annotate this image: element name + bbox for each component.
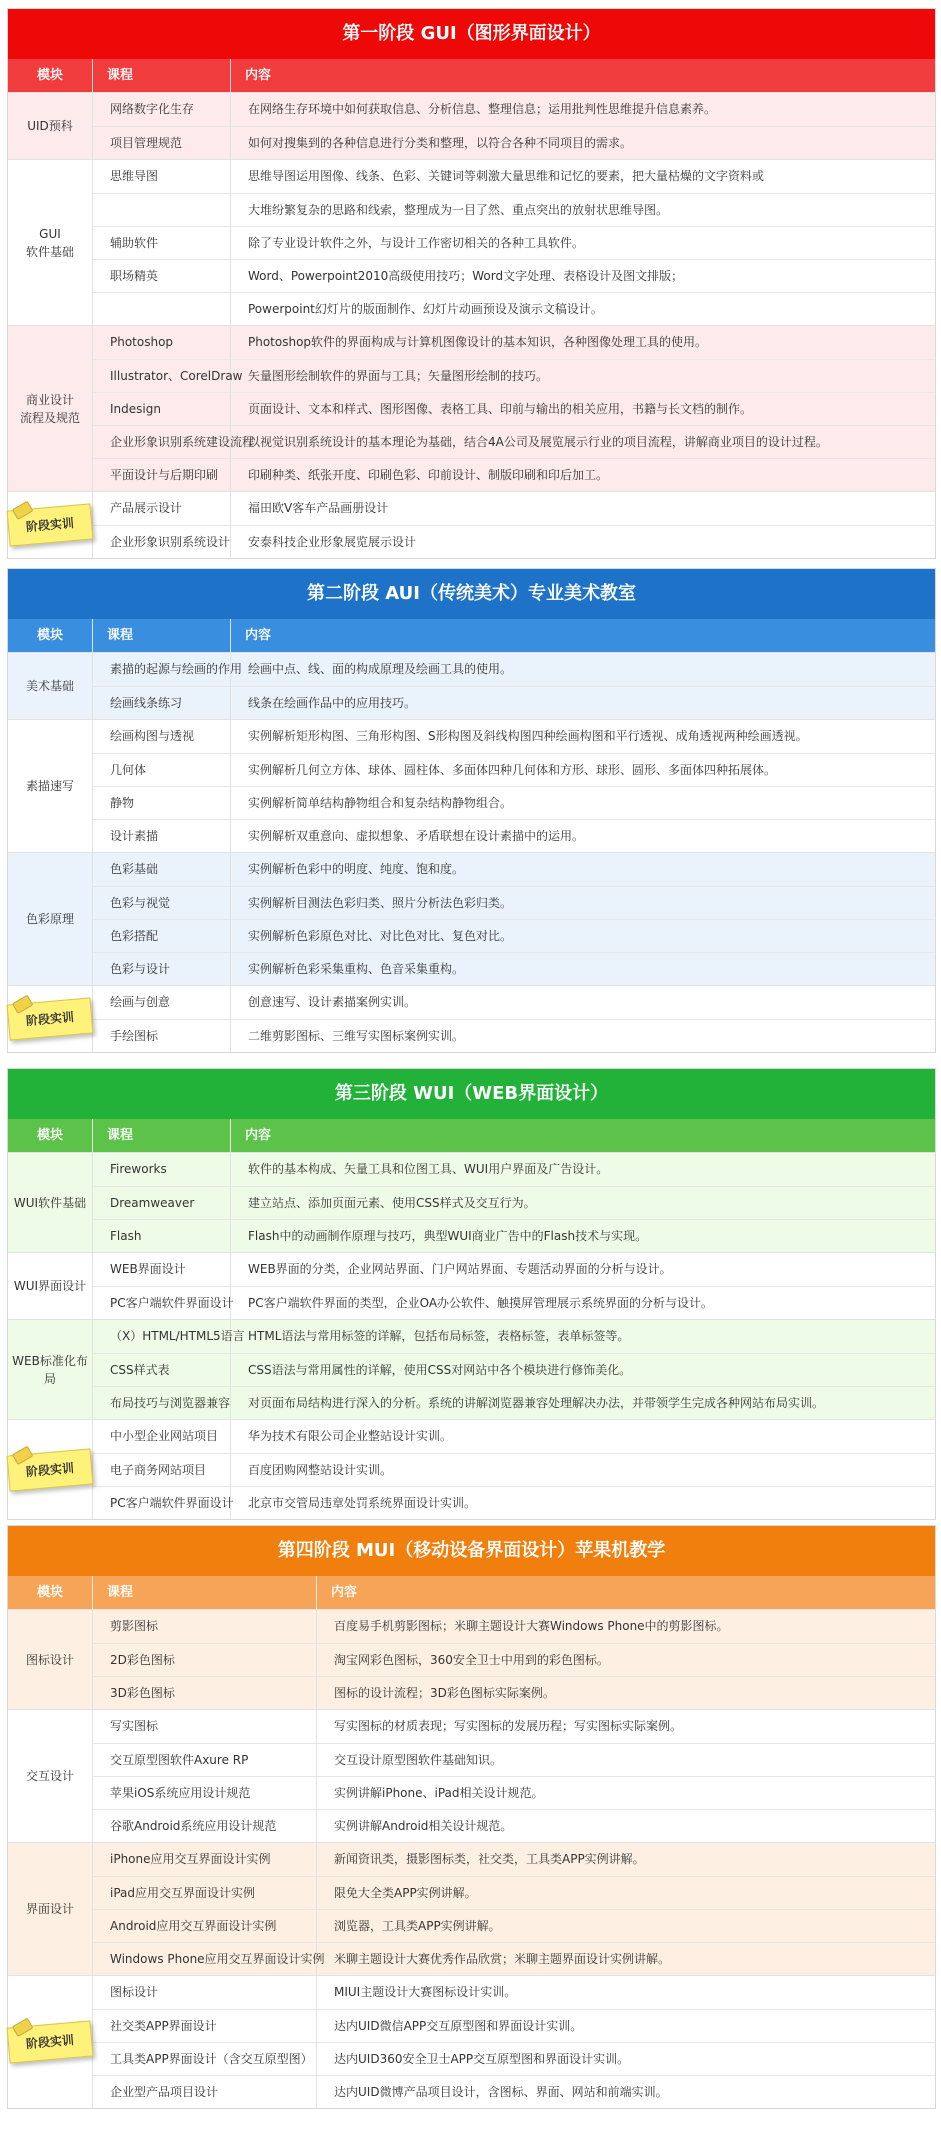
table-row xyxy=(93,653,935,686)
content-cell: 交互设计原型图软件基础知识。 xyxy=(334,1753,503,1767)
course-rows xyxy=(93,1610,935,1709)
module-group xyxy=(8,325,935,491)
course-rows xyxy=(93,986,935,1052)
table-row xyxy=(93,786,935,819)
content-cell: 实例解析目测法色彩归类、照片分析法色彩归类。 xyxy=(248,896,513,910)
course-rows xyxy=(93,1253,935,1319)
course-cell: Flash xyxy=(93,1220,231,1252)
content-cell: 实例讲解Android相关设计规范。 xyxy=(334,1819,513,1833)
content-cell: 实例解析双重意向、虚拟想象、矛盾联想在设计素描中的运用。 xyxy=(248,829,585,843)
header-course: 课程 xyxy=(93,1119,231,1152)
table-row xyxy=(93,919,935,952)
stage-practice-label: 阶段实训 xyxy=(25,1009,75,1029)
module-group xyxy=(8,1319,935,1419)
module-group xyxy=(8,1252,935,1319)
module-group xyxy=(8,1152,935,1252)
content-cell: WEB界面的分类，企业网站界面、门户网站界面、专题活动界面的分析与设计。 xyxy=(248,1262,672,1276)
table-row xyxy=(93,1843,935,1876)
content-cell: PC客户端软件界面的类型，企业OA办公软件、触摸屏管理展示系统界面的分析与设计。 xyxy=(248,1296,714,1310)
table-row xyxy=(93,1186,935,1219)
content-cell: 达内UID360安全卫士APP交互原型图和界面设计实训。 xyxy=(334,2052,630,2066)
course-rows xyxy=(93,492,935,558)
stage-title: 第二阶段 AUI（传统美术）专业美术教室 xyxy=(8,569,935,619)
content-cell: 矢量图形绘制软件的界面与工具；矢量图形绘制的技巧。 xyxy=(248,369,549,383)
module-cell: WUI软件基础 xyxy=(8,1153,93,1252)
module-cell: UID预科 xyxy=(8,93,93,159)
table-row xyxy=(93,1453,935,1486)
course-cell: Illustrator、CorelDraw xyxy=(93,360,231,392)
table-row xyxy=(93,1942,935,1975)
table-row xyxy=(93,326,935,359)
table-row xyxy=(93,753,935,786)
stage-practice-label: 阶段实训 xyxy=(25,515,75,535)
content-cell: 二维剪影图标、三维写实图标案例实训。 xyxy=(248,1029,465,1043)
module-group xyxy=(8,1709,935,1842)
course-cell: 绘画构图与透视 xyxy=(93,720,231,753)
content-cell: 如何对搜集到的各种信息进行分类和整理，以符合各种不同项目的需求。 xyxy=(248,136,633,150)
content-cell: Powerpoint幻灯片的版面制作、幻灯片动画预设及演示文稿设计。 xyxy=(248,302,603,316)
course-cell: 平面设计与后期印刷 xyxy=(93,459,231,491)
stage-practice-note xyxy=(7,503,94,546)
table-row xyxy=(93,853,935,886)
stage-practice-note xyxy=(7,997,94,1040)
stage-practice-note xyxy=(7,1448,94,1491)
module-cell: GUI 软件基础 xyxy=(8,160,93,325)
table-row xyxy=(93,1776,935,1809)
table-row xyxy=(93,193,935,226)
content-cell: 实例讲解iPhone、iPad相关设计规范。 xyxy=(334,1786,544,1800)
content-cell: 北京市交管局违章处罚系统界面设计实训。 xyxy=(248,1496,477,1510)
content-cell: 软件的基本构成、矢量工具和位图工具、WUI用户界面及广告设计。 xyxy=(248,1162,609,1176)
table-row xyxy=(93,259,935,292)
course-rows xyxy=(93,720,935,852)
table-row xyxy=(93,1809,935,1842)
module-group xyxy=(8,1419,935,1519)
module-group xyxy=(8,1609,935,1709)
module-cell: 美术基础 xyxy=(8,653,93,719)
content-cell: 淘宝网彩色图标，360安全卫士中用到的彩色图标。 xyxy=(334,1653,609,1667)
header-course: 课程 xyxy=(93,619,231,652)
stage-title: 第三阶段 WUI（WEB界面设计） xyxy=(8,1069,935,1119)
course-cell: PC客户端软件界面设计 xyxy=(93,1287,231,1319)
content-cell: 图标的设计流程；3D彩色图标实际案例。 xyxy=(334,1686,555,1700)
table-row xyxy=(93,392,935,425)
table-header xyxy=(8,1119,935,1152)
module-group xyxy=(8,159,935,325)
table-header xyxy=(8,59,935,92)
table-row xyxy=(93,686,935,719)
content-cell: 实例解析色彩采集重构、色音采集重构。 xyxy=(248,962,465,976)
content-cell: 大堆纷繁复杂的思路和线索，整理成为一目了然、重点突出的放射状思维导图。 xyxy=(248,203,669,217)
content-cell: 达内UID微博产品项目设计，含图标、界面、网站和前端实训。 xyxy=(334,2085,668,2099)
course-cell: 工具类APP界面设计（含交互原型图） xyxy=(93,2043,317,2075)
course-cell: 项目管理规范 xyxy=(93,127,231,159)
module-cell: 图标设计 xyxy=(8,1610,93,1709)
course-cell: Fireworks xyxy=(93,1153,231,1186)
course-rows xyxy=(93,1710,935,1842)
content-cell: 百度易手机剪影图标；米聊主题设计大赛Windows Phone中的剪影图标。 xyxy=(334,1619,729,1633)
course-cell: Android应用交互界面设计实例 xyxy=(93,1910,317,1942)
course-cell: 思维导图 xyxy=(93,160,231,193)
module-cell: WUI界面设计 xyxy=(8,1253,93,1319)
table-row xyxy=(93,720,935,753)
content-cell: 写实图标的材质表现；写实图标的发展历程；写实图标实际案例。 xyxy=(334,1719,683,1733)
course-cell: 企业形象识别系统建设流程 xyxy=(93,426,231,458)
course-cell: 手绘图标 xyxy=(93,1020,231,1052)
course-cell: 素描的起源与绘画的作用 xyxy=(93,653,231,686)
table-row xyxy=(93,160,935,193)
content-cell: 限免大全类APP实例讲解。 xyxy=(334,1886,477,1900)
stage-practice-label: 阶段实训 xyxy=(25,1460,75,1479)
module-group xyxy=(8,1975,935,2108)
course-rows xyxy=(93,1153,935,1252)
content-cell: 达内UID微信APP交互原型图和界面设计实训。 xyxy=(334,2019,583,2033)
module-group xyxy=(8,92,935,159)
content-cell: CSS语法与常用属性的详解，使用CSS对网站中各个模块进行修饰美化。 xyxy=(248,1363,632,1377)
table-row xyxy=(93,2042,935,2075)
course-cell: 写实图标 xyxy=(93,1710,317,1743)
stage-table-3 xyxy=(7,1068,936,1520)
course-cell: 色彩搭配 xyxy=(93,920,231,952)
content-cell: 创意速写、设计素描案例实训。 xyxy=(248,995,417,1009)
stage-table-2 xyxy=(7,568,936,1053)
content-cell: 印刷种类、纸张开度、印刷色彩、印前设计、制版印刷和印后加工。 xyxy=(248,468,609,482)
table-row xyxy=(93,2009,935,2042)
content-cell: 思维导图运用图像、线条、色彩、关键词等刺激大量思维和记忆的要素，把大量枯燥的文字资料或 xyxy=(248,169,765,183)
content-cell: 除了专业设计软件之外，与设计工作密切相关的各种工具软件。 xyxy=(248,236,585,250)
content-cell: 福田欧V客车产品画册设计 xyxy=(248,501,389,515)
course-cell: 色彩与设计 xyxy=(93,953,231,985)
module-cell xyxy=(8,492,93,558)
content-cell: 实例解析色彩原色对比、对比色对比、复色对比。 xyxy=(248,929,513,943)
content-cell: 新闻资讯类，摄影图标类，社交类，工具类APP实例讲解。 xyxy=(334,1852,645,1866)
content-cell: 以视觉识别系统设计的基本理论为基础，结合4A公司及展览展示行业的项目流程，讲解商业项目的设计过程。 xyxy=(248,435,828,449)
stage-practice-note xyxy=(7,2020,94,2063)
course-cell: 产品展示设计 xyxy=(93,492,231,525)
module-cell: 界面设计 xyxy=(8,1843,93,1975)
course-cell: 交互原型图软件Axure RP xyxy=(93,1744,317,1776)
stage-title: 第四阶段 MUI（移动设备界面设计）苹果机教学 xyxy=(8,1526,935,1576)
table-row xyxy=(93,458,935,491)
content-cell: Photoshop软件的界面构成与计算机图像设计的基本知识，各种图像处理工具的使用。 xyxy=(248,335,708,349)
course-cell: 静物 xyxy=(93,787,231,819)
content-cell: 对页面布局结构进行深入的分析。系统的讲解浏览器兼容处理解决办法，并带领学生完成各种网站布局实训。 xyxy=(248,1396,825,1410)
content-cell: Flash中的动画制作原理与技巧，典型WUI商业广告中的Flash技术与实现。 xyxy=(248,1229,648,1243)
header-content: 内容 xyxy=(245,68,272,83)
stage-table-1 xyxy=(7,8,936,559)
course-cell: 企业型产品项目设计 xyxy=(93,2076,317,2108)
stage-table-4 xyxy=(7,1525,936,2109)
course-rows xyxy=(93,160,935,325)
content-cell: Word、Powerpoint2010高级使用技巧；Word文字处理、表格设计及图文排版； xyxy=(248,269,684,283)
table-header xyxy=(8,619,935,652)
header-content: 内容 xyxy=(245,628,272,643)
module-group xyxy=(8,985,935,1052)
module-cell: 商业设计 流程及规范 xyxy=(8,326,93,491)
module-group xyxy=(8,719,935,852)
table-row xyxy=(93,1153,935,1186)
course-cell xyxy=(93,194,231,226)
course-cell: 企业形象识别系统设计 xyxy=(93,526,231,558)
header-module: 模块 xyxy=(8,59,93,92)
course-cell: iPhone应用交互界面设计实例 xyxy=(93,1843,317,1876)
course-cell: 电子商务网站项目 xyxy=(93,1454,231,1486)
course-rows xyxy=(93,853,935,985)
module-cell xyxy=(8,1976,93,2108)
course-rows xyxy=(93,1420,935,1519)
content-cell: 实例解析色彩中的明度、纯度、饱和度。 xyxy=(248,862,465,876)
table-row xyxy=(93,1710,935,1743)
content-cell: 安泰科技企业形象展览展示设计 xyxy=(248,535,417,549)
course-cell: 职场精英 xyxy=(93,260,231,292)
table-row xyxy=(93,1486,935,1519)
course-cell: 3D彩色图标 xyxy=(93,1677,317,1709)
table-row xyxy=(93,1219,935,1252)
course-cell: 绘画线条练习 xyxy=(93,687,231,719)
table-row xyxy=(93,986,935,1019)
course-rows xyxy=(93,1976,935,2108)
course-cell: 苹果iOS系统应用设计规范 xyxy=(93,1777,317,1809)
table-row xyxy=(93,886,935,919)
pushpin-icon xyxy=(12,1445,34,1464)
table-row xyxy=(93,525,935,558)
table-row xyxy=(93,1909,935,1942)
course-cell xyxy=(93,293,231,325)
module-group xyxy=(8,852,935,985)
table-row xyxy=(93,93,935,126)
course-cell: 设计素描 xyxy=(93,820,231,852)
content-cell: 线条在绘画作品中的应用技巧。 xyxy=(248,696,417,710)
module-group xyxy=(8,491,935,558)
content-cell: 百度团购网整站设计实训。 xyxy=(248,1463,393,1477)
course-cell: 2D彩色图标 xyxy=(93,1644,317,1676)
header-course: 课程 xyxy=(93,59,231,92)
content-cell: 华为技术有限公司企业整站设计实训。 xyxy=(248,1429,453,1443)
stage-practice-label: 阶段实训 xyxy=(25,2032,75,2052)
content-cell: 实例解析简单结构静物组合和复杂结构静物组合。 xyxy=(248,796,513,810)
course-cell: 社交类APP界面设计 xyxy=(93,2010,317,2042)
table-row xyxy=(93,1286,935,1319)
content-cell: 建立站点、添加页面元素、使用CSS样式及交互行为。 xyxy=(248,1196,536,1210)
module-cell: WEB标准化布局 xyxy=(8,1320,93,1419)
stage-title: 第一阶段 GUI（图形界面设计） xyxy=(8,9,935,59)
content-cell: 实例解析矩形构图、三角形构图、S形构图及斜线构图四种绘画构图和平行透视、成角透视两种绘画透视。 xyxy=(248,729,808,743)
module-cell: 交互设计 xyxy=(8,1710,93,1842)
table-row xyxy=(93,1610,935,1643)
table-row xyxy=(93,226,935,259)
course-cell: 几何体 xyxy=(93,754,231,786)
table-row xyxy=(93,1253,935,1286)
course-cell: CSS样式表 xyxy=(93,1354,231,1386)
content-cell: HTML语法与常用标签的详解，包括布局标签，表格标签，表单标签等。 xyxy=(248,1329,630,1343)
header-content: 内容 xyxy=(331,1585,358,1600)
course-cell: WEB界面设计 xyxy=(93,1253,231,1286)
table-row xyxy=(93,1386,935,1419)
course-rows xyxy=(93,93,935,159)
table-row xyxy=(93,1420,935,1453)
table-row xyxy=(93,952,935,985)
content-cell: 在网络生存环境中如何获取信息、分析信息、整理信息；运用批判性思维提升信息素养。 xyxy=(248,102,717,116)
course-cell: 网络数字化生存 xyxy=(93,93,231,126)
table-row xyxy=(93,1876,935,1909)
course-rows xyxy=(93,326,935,491)
course-rows xyxy=(93,1320,935,1419)
content-cell: 实例解析几何立方体、球体、圆柱体、多面体四种几何体和方形、球形、圆形、多面体四种拓展体。 xyxy=(248,763,777,777)
table-row xyxy=(93,1643,935,1676)
table-row xyxy=(93,492,935,525)
content-cell: 浏览器，工具类APP实例讲解。 xyxy=(334,1919,501,1933)
table-row xyxy=(93,1320,935,1353)
course-cell: 剪影图标 xyxy=(93,1610,317,1643)
table-row xyxy=(93,1676,935,1709)
course-rows xyxy=(93,653,935,719)
course-cell: 辅助软件 xyxy=(93,227,231,259)
course-cell: 绘画与创意 xyxy=(93,986,231,1019)
table-row xyxy=(93,1019,935,1052)
table-row xyxy=(93,2075,935,2108)
module-group xyxy=(8,652,935,719)
header-course: 课程 xyxy=(93,1576,317,1609)
content-cell: 米聊主题设计大赛优秀作品欣赏；米聊主题界面设计实例讲解。 xyxy=(334,1952,671,1966)
course-cell: PC客户端软件界面设计 xyxy=(93,1487,231,1519)
table-row xyxy=(93,292,935,325)
header-module: 模块 xyxy=(8,1576,93,1609)
course-cell: 色彩基础 xyxy=(93,853,231,886)
course-cell: 中小型企业网站项目 xyxy=(93,1420,231,1453)
course-cell: 色彩与视觉 xyxy=(93,887,231,919)
course-cell: 谷歌Android系统应用设计规范 xyxy=(93,1810,317,1842)
content-cell: MIUI主题设计大赛图标设计实训。 xyxy=(334,1985,517,1999)
course-cell: （X）HTML/HTML5语言 xyxy=(93,1320,231,1353)
module-cell xyxy=(8,1420,93,1519)
course-cell: Windows Phone应用交互界面设计实例 xyxy=(93,1943,317,1975)
module-cell: 素描速写 xyxy=(8,720,93,852)
table-row xyxy=(93,126,935,159)
course-cell: 布局技巧与浏览器兼容 xyxy=(93,1387,231,1419)
course-cell: 图标设计 xyxy=(93,1976,317,2009)
table-header xyxy=(8,1576,935,1609)
table-row xyxy=(93,1976,935,2009)
header-module: 模块 xyxy=(8,1119,93,1152)
course-cell: Dreamweaver xyxy=(93,1187,231,1219)
module-cell xyxy=(8,986,93,1052)
table-row xyxy=(93,1743,935,1776)
table-row xyxy=(93,1353,935,1386)
module-group xyxy=(8,1842,935,1975)
course-rows xyxy=(93,1843,935,1975)
table-row xyxy=(93,425,935,458)
content-cell: 页面设计、文本和样式、图形图像、表格工具、印前与输出的相关应用，书籍与长文档的制作。 xyxy=(248,402,753,416)
course-cell: iPad应用交互界面设计实例 xyxy=(93,1877,317,1909)
content-cell: 绘画中点、线、面的构成原理及绘画工具的使用。 xyxy=(248,662,513,676)
table-row xyxy=(93,819,935,852)
table-row xyxy=(93,359,935,392)
course-cell: Photoshop xyxy=(93,326,231,359)
course-cell: Indesign xyxy=(93,393,231,425)
module-cell: 色彩原理 xyxy=(8,853,93,985)
header-module: 模块 xyxy=(8,619,93,652)
header-content: 内容 xyxy=(245,1128,272,1143)
